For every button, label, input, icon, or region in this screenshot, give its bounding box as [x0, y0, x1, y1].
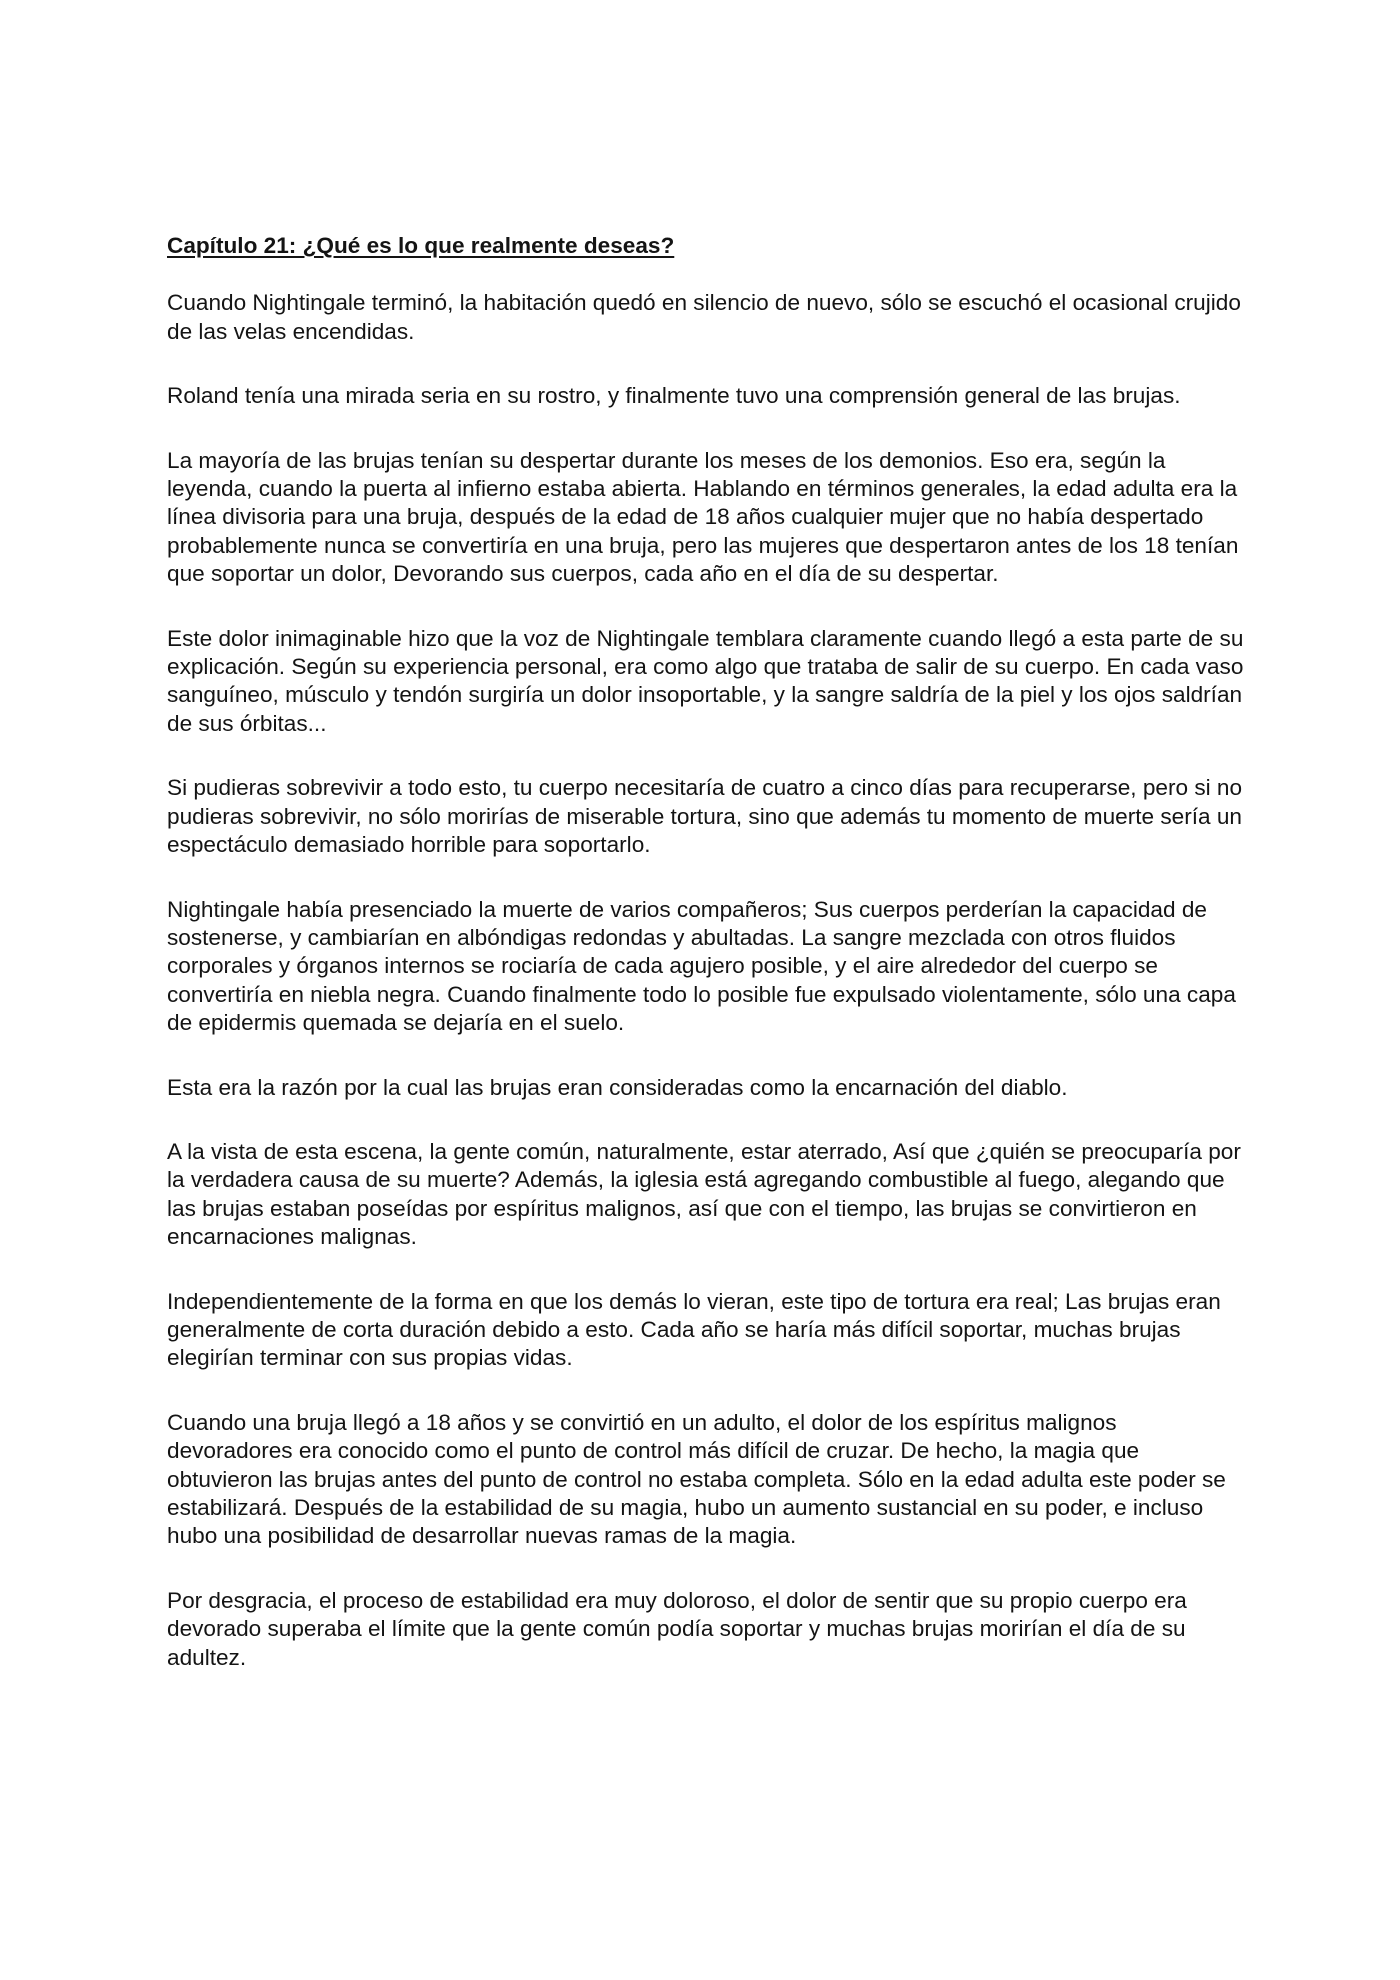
paragraph: Este dolor inimaginable hizo que la voz de Nightingale temblara claramente cuando llegó a esta parte de su explicación. Según su experiencia personal, era como algo que trataba de salir de su cuerpo. En cada vaso sanguíneo, músculo y tendón surgiría un dolor insoportable, y la sangre saldría de la piel y los ojos saldrían de sus órbitas...: [167, 625, 1244, 736]
chapter-title: Capítulo 21: ¿Qué es lo que realmente deseas?: [167, 233, 675, 258]
paragraph: Cuando Nightingale terminó, la habitación quedó en silencio de nuevo, sólo se escuchó el ocasional crujido de las velas encendidas.: [167, 290, 1241, 344]
paragraph: Independientemente de la forma en que los demás lo vieran, este tipo de tortura era real; Las brujas eran generalmente de corta duración debido a esto. Cada año se haría más difícil soportar, muchas brujas elegirían terminar con sus propias vidas.: [167, 1288, 1221, 1371]
paragraph: Nightingale había presenciado la muerte de varios compañeros; Sus cuerpos perderían la capacidad de sostenerse, y cambiarían en albóndigas redondas y abultadas. La sangre mezclada con otros fluidos corporales y órganos internos se rociaría de cada agujero posible, y el aire alrededor del cuerpo se convertiría en niebla negra. Cuando finalmente todo lo posible fue expulsado violentamente, sólo una capa de epidermis quemada se dejaría en el suelo.: [167, 896, 1236, 1036]
paragraph: Por desgracia, el proceso de estabilidad era muy doloroso, el dolor de sentir que su propio cuerpo era devorado superaba el límite que la gente común podía soportar y muchas brujas morirían el día de su adultez.: [167, 1587, 1187, 1670]
paragraph: A la vista de esta escena, la gente común, naturalmente, estar aterrado, Así que ¿quién se preocuparía por la verdadera causa de su muerte? Además, la iglesia está agregando combustible al fuego, alegando que las brujas estaban poseídas por espíritus malignos, así que con el tiempo, las brujas se convirtieron en encarnaciones malignas.: [167, 1138, 1241, 1250]
document-body: [167, 232, 1247, 1708]
paragraph: Roland tenía una mirada seria en su rostro, y finalmente tuvo una comprensión general de las brujas.: [167, 383, 1181, 409]
paragraph: Esta era la razón por la cual las brujas eran consideradas como la encarnación del diablo.: [167, 1074, 1068, 1100]
paragraph: La mayoría de las brujas tenían su despertar durante los meses de los demonios. Eso era, según la leyenda, cuando la puerta al infierno estaba abierta. Hablando en términos generales, la edad adulta era la línea divisoria para una bruja, después de la edad de 18 años cualquier mujer que no había despertado probablemente nunca se convertiría en una bruja, pero las mujeres que despertaron antes de los 18 tenían que soportar un dolor, Devorando sus cuerpos, cada año en el día de su despertar.: [167, 447, 1239, 587]
paragraph: Si pudieras sobrevivir a todo esto, tu cuerpo necesitaría de cuatro a cinco días para recuperarse, pero si no pudieras sobrevivir, no sólo morirías de miserable tortura, sino que además tu momento de muerte sería un espectáculo demasiado horrible para soportarlo.: [167, 775, 1243, 858]
paragraph: Cuando una bruja llegó a 18 años y se convirtió en un adulto, el dolor de los espíritus malignos devoradores era conocido como el punto de control más difícil de cruzar. De hecho, la magia que obtuvieron las brujas antes del punto de control no estaba completa. Sólo en la edad adulta este poder se estabilizará. Después de la estabilidad de su magia, hubo un aumento sustancial en su poder, e incluso hubo una posibilidad de desarrollar nuevas ramas de la magia.: [167, 1409, 1226, 1549]
